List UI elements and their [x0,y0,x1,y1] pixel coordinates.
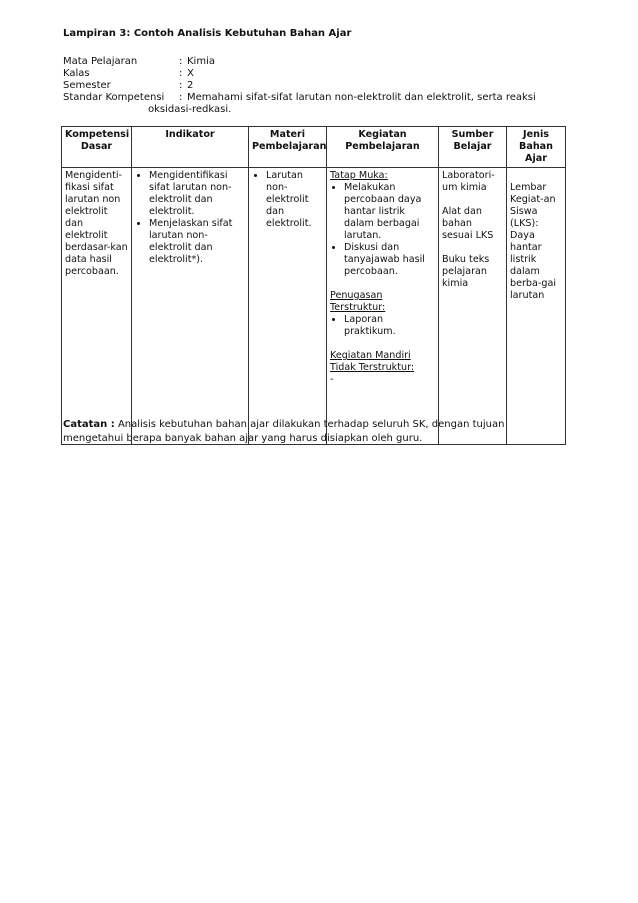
meta-sk-cont [63,104,583,116]
sumber-item: Alat dan bahan sesuai LKS [442,206,494,241]
header-sumber: Sumber Belajar [439,127,507,168]
list-item: • Mengidentifikasi sifat larutan non-elektrolit dan elektrolit. [149,170,245,218]
table-row [62,168,566,445]
penugasan-label: Penugasan Terstruktur: [330,290,386,313]
list-item: • Melakukan percobaan daya hantar listrik dalam berbagai larutan. [344,182,435,242]
note-label: Catatan : [63,419,115,430]
sumber-item: Buku teks pelajaran kimia [442,254,490,289]
meta-kelas [63,68,583,80]
meta-label: Kalas [63,68,90,79]
meta-value-cont: oksidasi-redkasi. [148,104,232,115]
cell-jenis-bahan-ajar [507,168,566,445]
mandiri-value: - [330,374,334,385]
list-item: • Laporan praktikum. [344,314,435,338]
meta-colon: : [179,92,183,103]
cell-indikator [132,168,249,445]
cell-kompetensi-dasar: Mengidenti-fikasi sifat larutan non elektrolit dan elektrolit berdasar-kan data hasil percobaan. [62,168,132,445]
analysis-table [61,126,566,445]
meta-label: Semester [63,80,111,91]
meta-colon: : [179,68,183,79]
meta-label: Standar Kompetensi [63,92,165,103]
tatap-muka-label: Tatap Muka: [330,170,388,181]
document-title: Lampiran 3: Contoh Analisis Kebutuhan Bahan Ajar [63,28,352,39]
meta-block [63,56,583,116]
list-item: • Menjelaskan sifat larutan non-elektrolit dan elektrolit*). [149,218,245,266]
header-jenis-bahan-ajar: Jenis Bahan Ajar [507,127,566,168]
meta-colon: : [179,56,183,67]
meta-colon: : [179,80,183,91]
meta-sk [63,92,583,104]
cell-kegiatan [327,168,439,445]
cell-sumber [439,168,507,445]
meta-value: Memahami sifat-sifat larutan non-elektrolit dan elektrolit, serta reaksi [187,92,536,103]
meta-value: 2 [187,80,194,91]
note [63,418,543,446]
sumber-item: Laboratori-um kimia [442,170,495,193]
list-item: • Larutan non-elektrolit dan elektrolit. [266,170,323,230]
meta-label: Mata Pelajaran [63,56,138,67]
note-text: Analisis kebutuhan bahan ajar dilakukan terhadap seluruh SK, dengan tujuan mengetahui berapa banyak bahan ajar yang harus disiapkan oleh guru. [63,419,505,444]
header-kompetensi-dasar: Kompetensi Dasar [62,127,132,168]
meta-mapel [63,56,583,68]
meta-value: X [187,68,194,79]
header-kegiatan: Kegiatan Pembelajaran [327,127,439,168]
header-materi: Materi Pembelajaran [249,127,327,168]
mandiri-label: Kegiatan Mandiri Tidak Terstruktur: [330,350,415,373]
table-header-row [62,127,566,168]
meta-value: Kimia [187,56,215,67]
meta-semester [63,80,583,92]
jenis-text: Lembar Kegiat-an Siswa (LKS): Daya hantar listrik dalam berba-gai larutan [510,182,557,301]
header-indikator: Indikator [132,127,249,168]
cell-materi [249,168,327,445]
list-item: • Diskusi dan tanyajawab hasil percobaan. [344,242,435,278]
